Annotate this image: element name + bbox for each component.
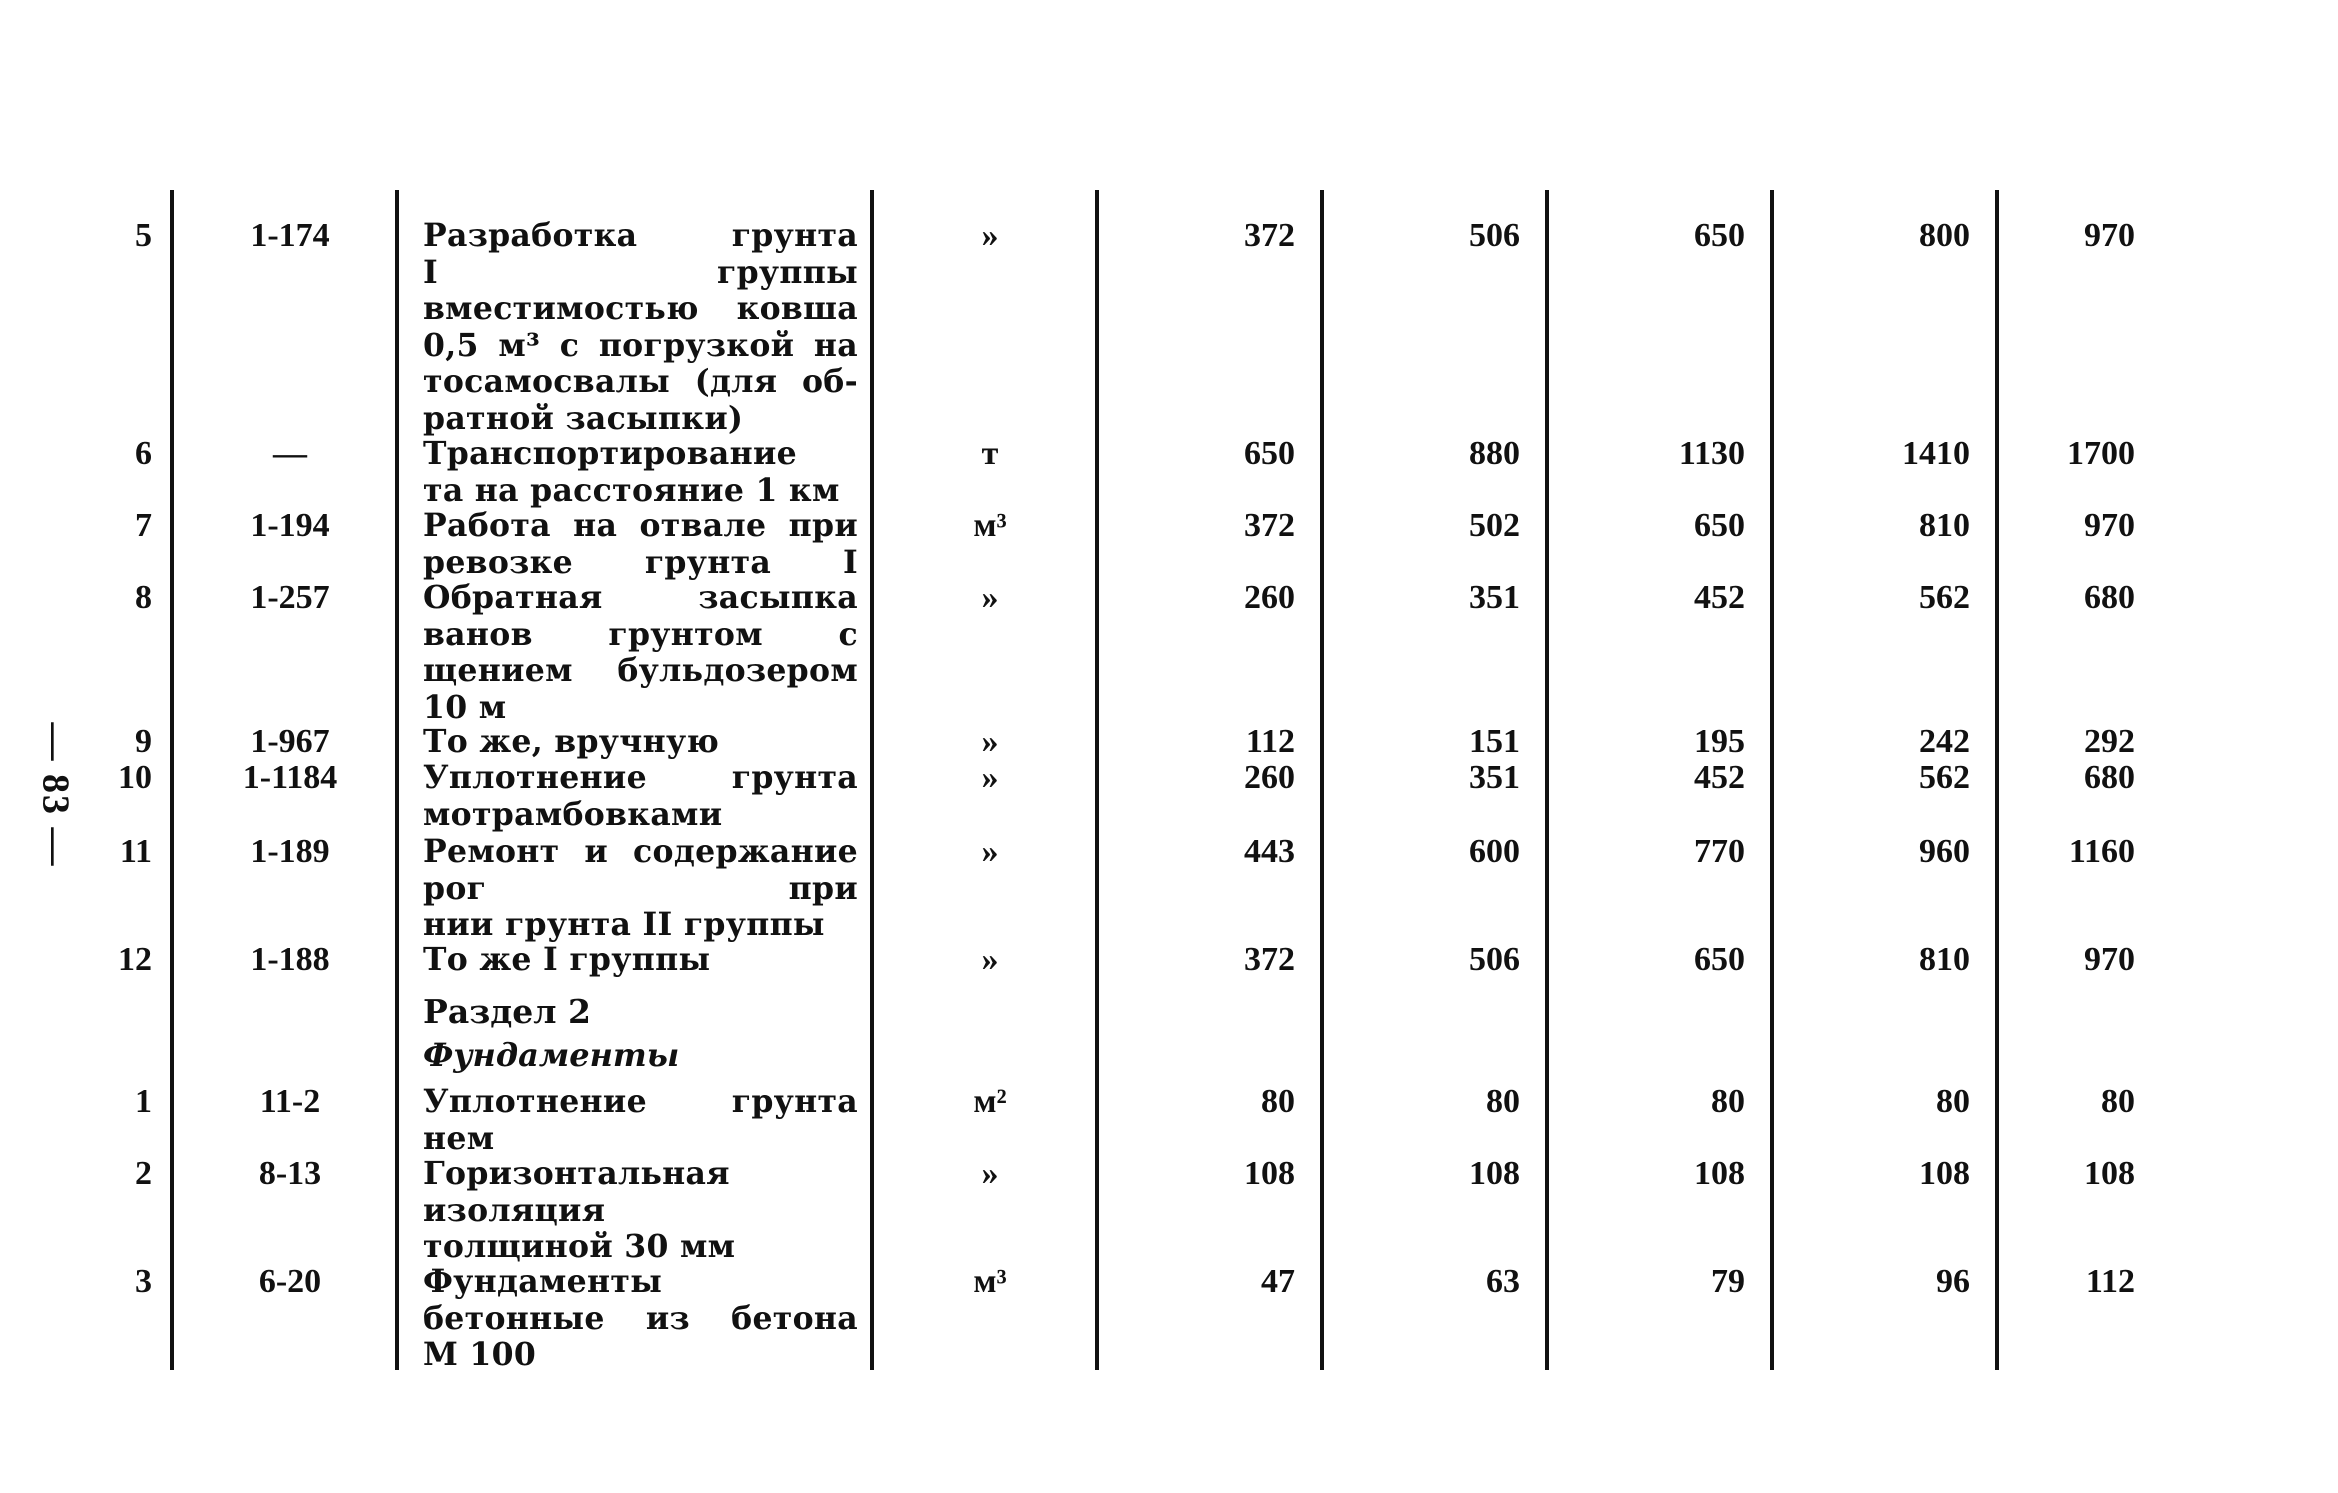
quantity-value: 452 bbox=[1694, 759, 1745, 796]
row-number: 11 bbox=[119, 833, 152, 870]
quantity-value: 506 bbox=[1469, 941, 1520, 978]
quantity-value: 770 bbox=[1694, 833, 1745, 870]
quantity-value: 195 bbox=[1694, 723, 1745, 760]
quantity-value: 970 bbox=[2084, 217, 2135, 254]
quantity-value: 63 bbox=[1486, 1263, 1520, 1300]
column-rule bbox=[1770, 190, 1774, 1370]
description-line: Фундаменты bbox=[423, 1264, 663, 1300]
norm-code: 1-257 bbox=[250, 579, 330, 616]
row-number: 2 bbox=[135, 1155, 152, 1192]
quantity-value: 970 bbox=[2084, 941, 2135, 978]
quantity-value: 443 bbox=[1244, 833, 1295, 870]
quantity-value: 1410 bbox=[1902, 435, 1970, 472]
description-line: 10 м bbox=[423, 689, 507, 726]
unit-of-measure: м² bbox=[973, 1083, 1007, 1120]
description-line: толщиной 30 мм bbox=[423, 1229, 736, 1265]
unit-of-measure: » bbox=[981, 759, 999, 796]
description-line: нем bbox=[423, 1120, 495, 1157]
norm-code: 1-189 bbox=[250, 833, 330, 870]
unit-of-measure: т bbox=[981, 435, 999, 472]
description-line: I группы bbox=[423, 254, 858, 291]
description-line: щением бульдозером bbox=[423, 653, 858, 689]
column-rule bbox=[1320, 190, 1324, 1370]
description-line: То же I группы bbox=[423, 942, 711, 978]
quantity-value: 562 bbox=[1919, 759, 1970, 796]
unit-of-measure: » bbox=[981, 217, 999, 254]
norm-code: 1-188 bbox=[250, 941, 330, 978]
quantity-value: 880 bbox=[1469, 435, 1520, 472]
work-description bbox=[423, 724, 858, 761]
norm-code: 1-194 bbox=[250, 507, 330, 544]
quantity-value: 970 bbox=[2084, 507, 2135, 544]
row-number: 10 bbox=[118, 759, 152, 796]
work-description bbox=[423, 1264, 858, 1374]
row-number: 7 bbox=[135, 507, 152, 544]
quantity-value: 1700 bbox=[2067, 435, 2135, 472]
column-rule bbox=[1095, 190, 1099, 1370]
quantity-value: 372 bbox=[1244, 507, 1295, 544]
quantity-value: 506 bbox=[1469, 217, 1520, 254]
row-number: 3 bbox=[135, 1263, 152, 1300]
unit-of-measure: » bbox=[981, 1155, 999, 1192]
description-line: ревозке грунта I bbox=[423, 544, 858, 581]
quantity-value: 1130 bbox=[1678, 435, 1745, 472]
description-line: М 100 bbox=[423, 1337, 537, 1373]
description-line: бетонные из бетона bbox=[423, 1300, 858, 1337]
work-description bbox=[423, 760, 858, 833]
quantity-value: 1160 bbox=[2068, 833, 2135, 870]
column-rule bbox=[1545, 190, 1549, 1370]
unit-of-measure: » bbox=[981, 723, 999, 760]
page-number: — 83 — bbox=[34, 722, 76, 868]
quantity-value: 80 bbox=[2101, 1083, 2135, 1120]
row-number: 6 bbox=[135, 435, 152, 472]
quantity-value: 242 bbox=[1919, 723, 1970, 760]
work-description bbox=[423, 1084, 858, 1157]
unit-of-measure: м³ bbox=[973, 507, 1007, 544]
description-line: Работа на отвале при bbox=[423, 508, 858, 544]
section-subtitle: Фундаменты bbox=[423, 1036, 680, 1074]
norm-code: 1-174 bbox=[250, 217, 330, 254]
quantity-value: 108 bbox=[1919, 1155, 1970, 1192]
quantity-value: 650 bbox=[1694, 217, 1745, 254]
description-line: рог при bbox=[423, 870, 858, 907]
description-line: изоляция bbox=[423, 1192, 606, 1229]
quantity-value: 650 bbox=[1244, 435, 1295, 472]
quantity-value: 502 bbox=[1469, 507, 1520, 544]
description-line: ванов грунтом с bbox=[423, 616, 858, 653]
quantity-value: 960 bbox=[1919, 833, 1970, 870]
section-title: Раздел 2 bbox=[423, 992, 591, 1031]
quantity-value: 112 bbox=[2085, 1263, 2135, 1300]
quantity-value: 80 bbox=[1711, 1083, 1745, 1120]
quantity-value: 260 bbox=[1244, 759, 1295, 796]
quantity-value: 112 bbox=[1245, 723, 1295, 760]
quantity-value: 800 bbox=[1919, 217, 1970, 254]
column-rule bbox=[395, 190, 399, 1370]
quantity-value: 108 bbox=[1694, 1155, 1745, 1192]
quantity-value: 108 bbox=[2084, 1155, 2135, 1192]
description-line: ратной засыпки) bbox=[423, 400, 744, 437]
norm-code: 1-967 bbox=[250, 723, 330, 760]
quantity-value: 47 bbox=[1261, 1263, 1295, 1300]
work-description bbox=[423, 218, 858, 437]
quantity-value: 351 bbox=[1469, 579, 1520, 616]
work-description bbox=[423, 942, 858, 979]
description-line: Транспортирование bbox=[423, 436, 797, 472]
work-description bbox=[423, 508, 858, 581]
norm-code: 1-1184 bbox=[242, 759, 338, 796]
quantity-value: 151 bbox=[1469, 723, 1520, 760]
work-description bbox=[423, 834, 858, 944]
quantity-value: 292 bbox=[2084, 723, 2135, 760]
unit-of-measure: » bbox=[981, 579, 999, 616]
quantity-value: 810 bbox=[1919, 941, 1970, 978]
description-line: 0,5 м³ с погрузкой на bbox=[423, 327, 858, 364]
row-number: 9 bbox=[135, 723, 152, 760]
description-line: То же, вручную bbox=[423, 724, 720, 760]
description-line: мотрамбовками bbox=[423, 796, 723, 833]
description-line: Уплотнение грунта bbox=[423, 760, 858, 796]
norm-code: 8-13 bbox=[258, 1155, 322, 1192]
quantity-value: 810 bbox=[1919, 507, 1970, 544]
norm-code: — bbox=[273, 435, 307, 472]
work-description bbox=[423, 436, 858, 509]
quantity-value: 80 bbox=[1936, 1083, 1970, 1120]
work-description bbox=[423, 580, 858, 726]
quantity-value: 600 bbox=[1469, 833, 1520, 870]
description-line: Разработка грунта bbox=[423, 218, 858, 254]
row-number: 5 bbox=[135, 217, 152, 254]
quantity-value: 562 bbox=[1919, 579, 1970, 616]
quantity-value: 79 bbox=[1711, 1263, 1745, 1300]
unit-of-measure: м³ bbox=[973, 1263, 1007, 1300]
quantity-value: 80 bbox=[1486, 1083, 1520, 1120]
quantity-value: 650 bbox=[1694, 507, 1745, 544]
work-description bbox=[423, 1156, 858, 1266]
quantity-value: 260 bbox=[1244, 579, 1295, 616]
column-rule bbox=[1995, 190, 1999, 1370]
quantity-value: 372 bbox=[1244, 217, 1295, 254]
description-line: Ремонт и содержание bbox=[423, 834, 858, 870]
description-line: вместимостью ковша bbox=[423, 291, 858, 327]
description-line: нии грунта II группы bbox=[423, 907, 825, 943]
quantity-value: 680 bbox=[2084, 759, 2135, 796]
quantity-value: 351 bbox=[1469, 759, 1520, 796]
row-number: 12 bbox=[118, 941, 152, 978]
description-line: Обратная засыпка bbox=[423, 580, 858, 616]
unit-of-measure: » bbox=[981, 833, 999, 870]
description-line: Уплотнение грунта bbox=[423, 1084, 858, 1120]
norm-code: 11-2 bbox=[259, 1083, 321, 1120]
description-line: Горизонтальная bbox=[423, 1156, 730, 1192]
quantity-value: 80 bbox=[1261, 1083, 1295, 1120]
quantity-value: 108 bbox=[1244, 1155, 1295, 1192]
quantity-value: 452 bbox=[1694, 579, 1745, 616]
quantity-value: 650 bbox=[1694, 941, 1745, 978]
column-rule bbox=[870, 190, 874, 1370]
description-line: тосамосвалы (для об- bbox=[423, 364, 858, 400]
unit-of-measure: » bbox=[981, 941, 999, 978]
row-number: 1 bbox=[135, 1083, 152, 1120]
quantity-value: 680 bbox=[2084, 579, 2135, 616]
norm-code: 6-20 bbox=[258, 1263, 322, 1300]
column-rule bbox=[170, 190, 174, 1370]
quantity-value: 372 bbox=[1244, 941, 1295, 978]
quantity-value: 108 bbox=[1469, 1155, 1520, 1192]
quantity-value: 96 bbox=[1936, 1263, 1970, 1300]
description-line: та на расстояние 1 км bbox=[423, 472, 840, 509]
row-number: 8 bbox=[135, 579, 152, 616]
